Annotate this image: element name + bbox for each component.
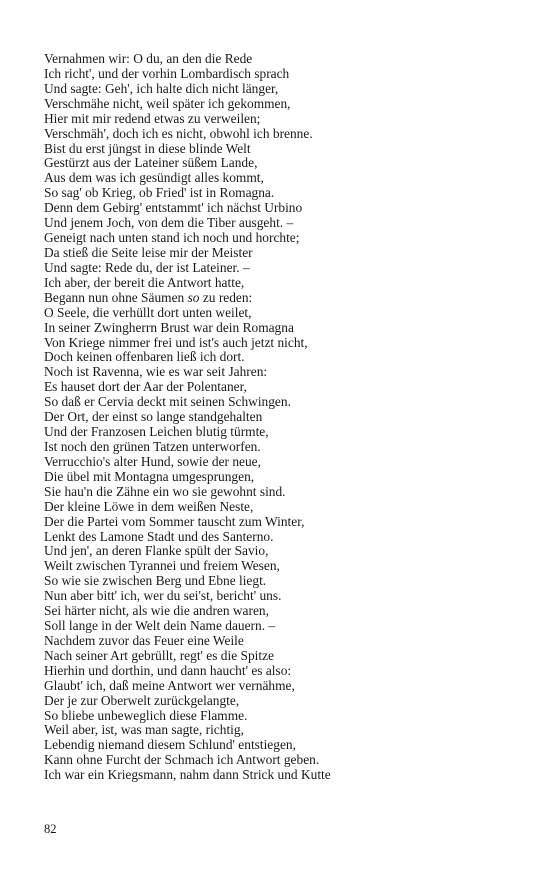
verse-line: Noch ist Ravenna, wie es war seit Jahren: <box>44 364 268 380</box>
verse-line: Sie hau'n die Zähne ein wo sie gewohnt sind. <box>44 483 286 499</box>
verse-line: Sei härter nicht, als wie die andren waren, <box>44 603 269 619</box>
verse-line: Ich richt', und der vorhin Lombardisch sprach <box>44 65 290 81</box>
verse-line: O Seele, die verhüllt dort unten weilet, <box>44 304 252 320</box>
verse-text <box>44 52 524 783</box>
verse-line: Die übel mit Montagna umgesprungen, <box>44 468 255 484</box>
verse-line: Verrucchio's alter Hund, sowie der neue, <box>44 453 261 469</box>
verse-line: Und sagte: Geh', ich halte dich nicht länger, <box>44 80 279 96</box>
verse-line: Der die Partei vom Sommer tauscht zum Winter, <box>44 513 305 529</box>
verse-line: Aus dem was ich gesündigt alles kommt, <box>44 170 264 186</box>
verse-line: Kann ohne Furcht der Schmach ich Antwort geben. <box>44 752 320 768</box>
verse-line: Ich aber, der bereit die Antwort hatte, <box>44 274 245 290</box>
verse-line: Lebendig niemand diesem Schlund' entstiegen, <box>44 737 296 753</box>
verse-line: In seiner Zwingherrn Brust war dein Romagna <box>44 319 294 335</box>
verse-line: Begann nun ohne Säumen so zu reden: <box>44 289 253 305</box>
verse-line: Ist noch den grünen Tatzen unterworfen. <box>44 438 261 454</box>
verse-line: Nachdem zuvor das Feuer eine Weile <box>44 632 244 648</box>
verse-line: Nun aber bitt' ich, wer du sei'st, bericht' uns. <box>44 588 282 604</box>
verse-line: Und jenem Joch, von dem die Tiber ausgeht. – <box>44 215 294 231</box>
verse-line: Soll lange in der Welt dein Name dauern. – <box>44 618 276 634</box>
verse-line: Von Kriege nimmer frei und ist's auch jetzt nicht, <box>44 334 308 350</box>
verse-line: Nach seiner Art gebrüllt, regt' es die Spitze <box>44 647 274 663</box>
verse-line: Hier mit mir redend etwas zu verweilen; <box>44 110 261 126</box>
verse-line: Es hauset dort der Aar der Polentaner, <box>44 379 247 395</box>
verse-line: Und sagte: Rede du, der ist Lateiner. – <box>44 259 250 275</box>
verse-line: Der je zur Oberwelt zurückgelangte, <box>44 692 240 708</box>
verse-line: Glaubt' ich, daß meine Antwort wer vernähme, <box>44 677 295 693</box>
verse-line: Der kleine Löwe in dem weißen Neste, <box>44 498 254 514</box>
verse-line: So sag' ob Krieg, ob Fried' ist in Romagna. <box>44 185 275 201</box>
verse-line: Und der Franzosen Leichen blutig türmte, <box>44 424 269 440</box>
verse-line: Gestürzt aus der Lateiner süßem Lande, <box>44 155 258 171</box>
verse-line: Der Ort, der einst so lange standgehalten <box>44 409 263 425</box>
verse-line: So wie sie zwischen Berg und Ebne liegt. <box>44 573 267 589</box>
verse-line: So bliebe unbeweglich diese Flamme. <box>44 707 248 723</box>
verse-line: Vernahmen wir: O du, an den die Rede <box>44 51 253 66</box>
verse-line: Hierhin und dorthin, und dann haucht' es also: <box>44 662 292 678</box>
verse-line: Verschmäh', doch ich es nicht, obwohl ich brenne. <box>44 125 313 141</box>
verse-line: Da stieß die Seite leise mir der Meister <box>44 244 253 260</box>
verse-line: Geneigt nach unten stand ich noch und horchte; <box>44 230 300 246</box>
verse-line: Weilt zwischen Tyrannei und freiem Wesen, <box>44 558 280 574</box>
verse-line: Weil aber, ist, was man sagte, richtig, <box>44 722 244 738</box>
verse-line: Denn dem Gebirg' entstammt' ich nächst Urbino <box>44 200 303 216</box>
verse-line: So daß er Cervia deckt mit seinen Schwingen. <box>44 394 291 410</box>
page-number: 82 <box>44 822 57 836</box>
verse-line: Ich war ein Kriegsmann, nahm dann Strick und Kutte <box>44 767 331 783</box>
verse-line: Lenkt des Lamone Stadt und des Santerno. <box>44 528 274 544</box>
verse-line: Doch keinen offenbaren ließ ich dort. <box>44 349 245 365</box>
verse-line: Und jen', an deren Flanke spült der Savio, <box>44 543 269 559</box>
verse-line: Bist du erst jüngst in diese blinde Welt <box>44 140 251 156</box>
verse-line: Verschmähe nicht, weil später ich gekommen, <box>44 95 291 111</box>
